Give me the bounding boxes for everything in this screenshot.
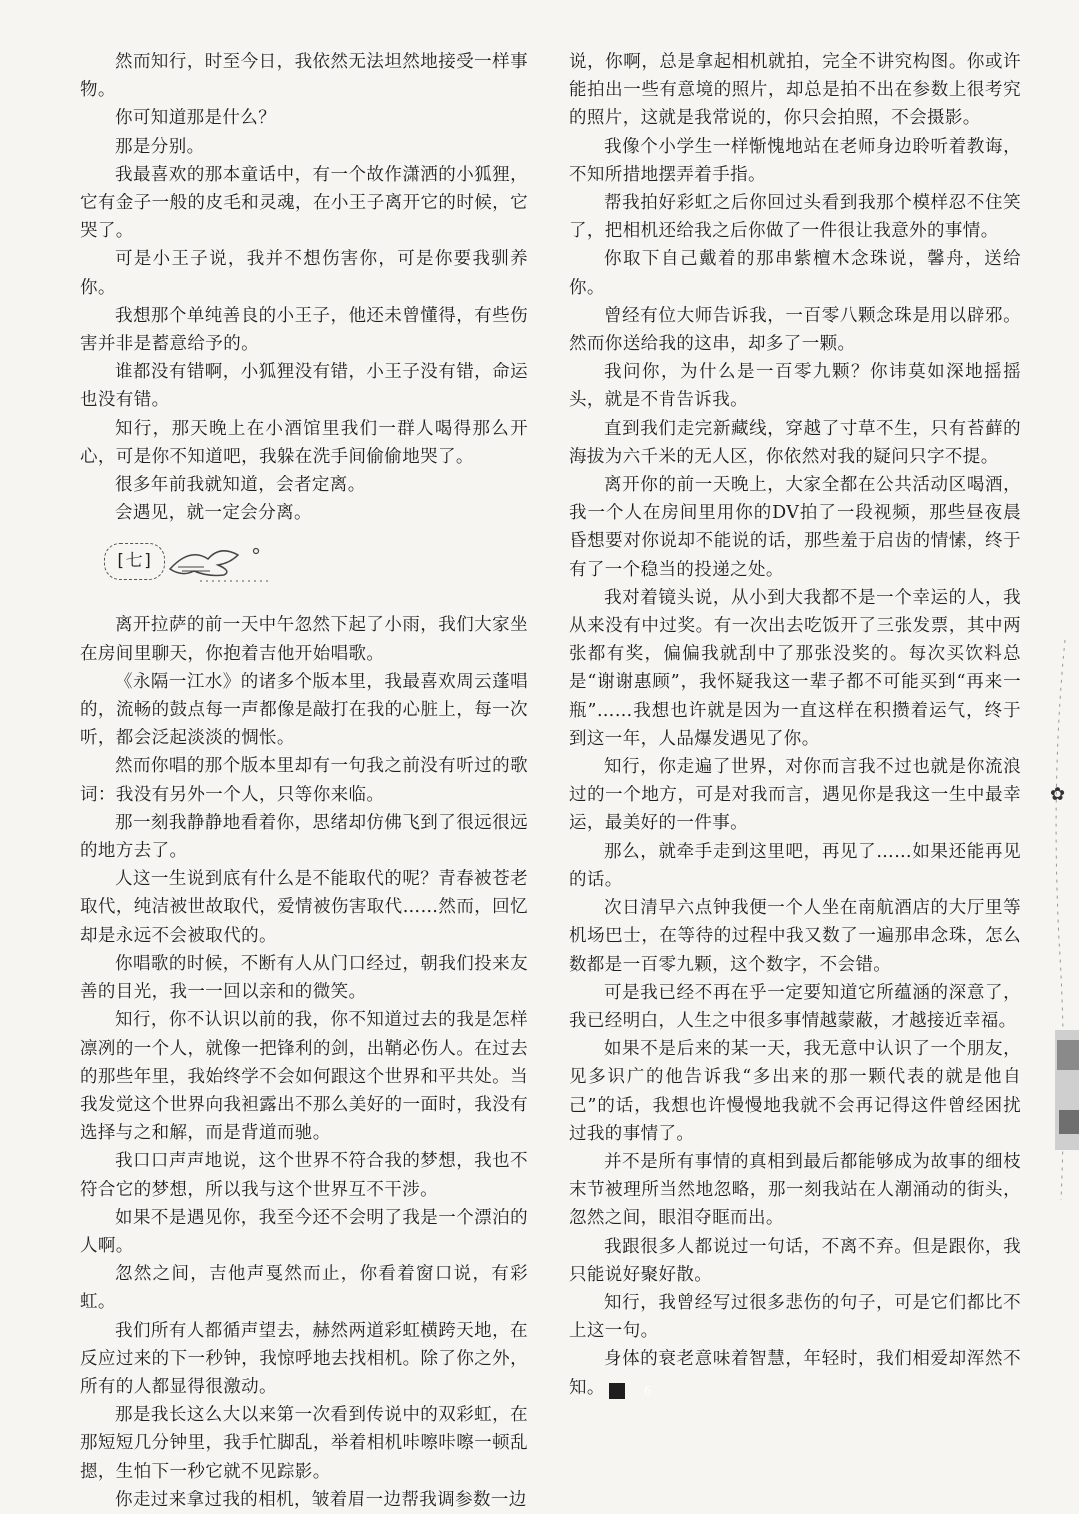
flower-icon: ✿ bbox=[1050, 784, 1066, 805]
paragraph: 你唱歌的时候，不断有人从门口经过，朝我们投来友善的目光，我一一回以亲和的微笑。 bbox=[80, 953, 528, 1003]
left-column bbox=[80, 48, 528, 1514]
right-column bbox=[569, 48, 1021, 1402]
paragraph: 我对着镜头说，从小到大我都不是一个幸运的人，我从来没有中过奖。有一次出去吃饭开了三张发票，其中两张都有奖，偏偏我就刮中了那张没奖的。每次买饮料总是“谢谢惠顾”，我怀疑我这一辈子都不可能买到“再来一瓶”……我想也许就是因为一直这样在积攒着运气，终于到这一年，人品爆发遇见了你。 bbox=[569, 587, 1021, 749]
section-label: [七] bbox=[104, 543, 165, 579]
paragraph: 谁都没有错啊，小狐狸没有错，小王子没有错，命运也没有错。 bbox=[80, 362, 528, 411]
paragraph: 我像个小学生一样惭愧地站在老师身边聆听着教诲，不知所措地摆弄着手指。 bbox=[569, 136, 1021, 185]
paragraph: 离开拉萨的前一天中午忽然下起了小雨，我们大家坐在房间里聊天，你抱着吉他开始唱歌。 bbox=[80, 615, 528, 664]
paragraph: 人这一生说到底有什么是不能取代的呢？青春被苍老取代，纯洁被世故取代，爱情被伤害取代……然而，回忆却是永远不会被取代的。 bbox=[80, 869, 528, 946]
section-heading bbox=[100, 537, 528, 597]
left-paragraphs-after bbox=[80, 611, 528, 1514]
paragraph: 你取下自己戴着的那串紫檀木念珠说，馨舟，送给你。 bbox=[569, 249, 1021, 298]
paragraph: 帮我拍好彩虹之后你回过头看到我那个模样忍不住笑了，把相机还给我之后你做了一件很让我意外的事情。 bbox=[569, 193, 1021, 242]
left-paragraphs-before bbox=[80, 48, 528, 527]
paragraph: 那是分别。 bbox=[115, 136, 205, 157]
paragraph: 我最喜欢的那本童话中，有一个故作潇洒的小狐狸，它有金子一般的皮毛和灵魂，在小王子离开它的时候，它哭了。 bbox=[80, 164, 528, 242]
page-edge-decoration bbox=[1045, 640, 1079, 1200]
paragraph: 并不是所有事情的真相到最后都能够成为故事的细枝末节被理所当然地忽略，那一刻我站在人潮涌动的街头，忽然之间，眼泪夺眶而出。 bbox=[569, 1151, 1021, 1229]
paragraph: 那一刻我静静地看着你，思绪却仿佛飞到了很远很远的地方去了。 bbox=[80, 812, 528, 862]
paragraph: 知行，你不认识以前的我，你不知道过去的我是怎样凛冽的一个人，就像一把锋利的剑，出鞘必伤人。在过去的那些年里，我始终学不会如何跟这个世界和平共处。当我发觉这个世界向我袒露出不那么美好的一面时，我没有选择与之和解，而是背道而驰。 bbox=[80, 1010, 528, 1144]
paragraph: 知行，我曾经写过很多悲伤的句子，可是它们都比不上这一句。 bbox=[569, 1292, 1021, 1342]
paragraph: 离开你的前一天晚上，大家全都在公共活动区喝酒，我一个人在房间里用你的DV拍了一段视频，那些昼夜晨昏想要对你说却不能说的话，那些羞于启齿的情愫，终于有了一个稳当的投递之处。 bbox=[569, 475, 1021, 580]
paragraph: 如果不是遇见你，我至今还不会明了我是一个漂泊的人啊。 bbox=[80, 1207, 528, 1256]
end-mark-icon: 6 bbox=[609, 1383, 625, 1399]
paragraph: 直到我们走完新藏线，穿越了寸草不生，只有苔藓的海拔为六千米的无人区，你依然对我的疑问只字不提。 bbox=[569, 418, 1021, 467]
paragraph: 然而你唱的那个版本里却有一句我之前没有听过的歌词：我没有另外一个人，只等你来临。 bbox=[80, 756, 528, 805]
paragraph: 次日清早六点钟我便一个人坐在南航酒店的大厅里等机场巴士，在等待的过程中我又数了一遍那串念珠，怎么数都是一百零九颗，这个数字，不会错。 bbox=[569, 898, 1021, 975]
paragraph-continuation: 说，你啊，总是拿起相机就拍，完全不讲究构图。你或许能拍出一些有意境的照片，却总是拍不出在参数上很考究的照片，这就是我常说的，你只会拍照，不会摄影。 bbox=[569, 52, 1021, 129]
paragraph: 我口口声声地说，这个世界不符合我的梦想，我也不符合它的梦想，所以我与这个世界互不干涉。 bbox=[80, 1151, 528, 1200]
paragraph: 我想那个单纯善良的小王子，他还未曾懂得，有些伤害并非是蓄意给予的。 bbox=[80, 305, 528, 355]
paragraph: 我跟很多人都说过一句话，不离不弃。但是跟你，我只能说好聚好散。 bbox=[569, 1236, 1021, 1285]
paragraph: 我们所有人都循声望去，赫然两道彩虹横跨天地，在反应过来的下一秒钟，我惊呼地去找相机。除了你之外，所有的人都显得很激动。 bbox=[80, 1320, 528, 1397]
final-paragraph bbox=[569, 1345, 1021, 1401]
paragraph: 那是我长这么大以来第一次看到传说中的双彩虹，在那短短几分钟里，我手忙脚乱，举着相机咔嚓咔嚓一顿乱摁，生怕下一秒它就不见踪影。 bbox=[80, 1405, 528, 1482]
paragraph: 那么，就牵手走到这里吧，再见了……如果还能再见的话。 bbox=[569, 841, 1021, 890]
paragraph: 知行，你走遍了世界，对你而言我不过也就是你流浪过的一个地方，可是对我而言，遇见你是我这一生中最幸运，最美好的一件事。 bbox=[569, 757, 1021, 834]
paragraph: 忽然之间，吉他声戛然而止，你看着窗口说，有彩虹。 bbox=[80, 1264, 528, 1313]
paragraph: 然而知行，时至今日，我依然无法坦然地接受一样事物。 bbox=[80, 52, 528, 101]
paragraph: 《永隔一江水》的诸多个版本里，我最喜欢周云蓬唱的，流畅的鼓点每一声都像是敲打在我的心脏上，每一次听，都会泛起淡淡的惆怅。 bbox=[80, 671, 528, 749]
paragraph: 你走过来拿过我的相机，皱着眉一边帮我调参数一边 bbox=[115, 1489, 527, 1510]
paragraph: 可是小王子说，我并不想伤害你，可是你要我驯养你。 bbox=[80, 249, 528, 298]
paragraph: 很多年前我就知道，会者定离。 bbox=[115, 475, 366, 496]
paragraph: 我问你，为什么是一百零九颗？你讳莫如深地摇摇头，就是不肯告诉我。 bbox=[569, 362, 1021, 411]
paragraph: 曾经有位大师告诉我，一百零八颗念珠是用以辟邪。然而你送给我的这串，却多了一颗。 bbox=[569, 305, 1021, 355]
paragraph: 会遇见，就一定会分离。 bbox=[115, 503, 312, 524]
paragraph: 你可知道那是什么？ bbox=[115, 108, 277, 129]
paragraph: 如果不是后来的某一天，我无意中认识了一个朋友，见多识广的他告诉我“多出来的那一颗代表的就是他自己”的话，我想也许慢慢地我就不会再记得这件曾经困扰过我的事情了。 bbox=[569, 1039, 1021, 1144]
paragraph: 可是我已经不再在乎一定要知道它所蕴涵的深意了，我已经明白，人生之中很多事情越蒙蔽，才越接近幸福。 bbox=[569, 982, 1021, 1031]
paragraph: 知行，那天晚上在小酒馆里我们一群人喝得那么开心，可是你不知道吧，我躲在洗手间偷偷地哭了。 bbox=[80, 418, 528, 467]
bird-doodle-icon bbox=[160, 537, 270, 587]
paragraph-text: 身体的衰老意味着智慧，年轻时，我们相爱却浑然不知。 bbox=[569, 1349, 1021, 1398]
